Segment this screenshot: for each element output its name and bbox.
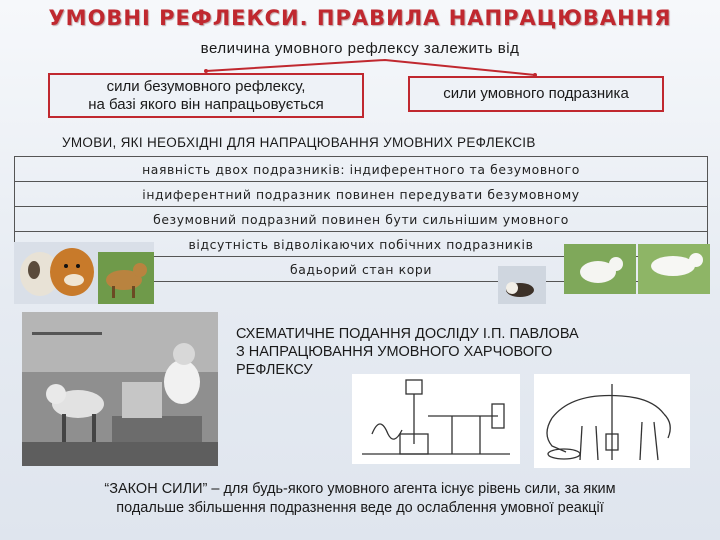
law-line2: подальше збільшення подразнення веде до ослаблення умовної реакції: [116, 500, 604, 516]
condition-cell: індиферентний подразник повинен передувати безумовному: [15, 182, 708, 207]
apparatus-drawing: [352, 374, 520, 464]
dogs-photo-left: [14, 242, 154, 304]
condition-cell: бадьорий стан кори: [15, 257, 708, 282]
factor-conditioned-box: сили умовного подразника: [408, 76, 664, 112]
table-row: [15, 207, 708, 232]
scheme-line2: З НАПРАЦЮВАННЯ УМОВНОГО ХАРЧОВОГО: [236, 344, 553, 360]
dog-drawing: [534, 374, 690, 468]
condition-cell: наявність двох подразників: індиферентного та безумовного: [15, 157, 708, 182]
factor-left-line1: сили безумовного рефлексу,: [106, 78, 306, 95]
factor-unconditioned-box: [48, 73, 364, 118]
condition-cell: відсутність відволікаючих побічних подразників: [15, 232, 708, 257]
lab-photo: [22, 312, 218, 466]
scheme-line3: РЕФЛЕКСУ: [236, 362, 313, 378]
table-row: [15, 157, 708, 182]
condition-cell: безумовний подразний повинен бути сильнішим умовного: [15, 207, 708, 232]
law-line1: “ЗАКОН СИЛИ” – для будь-якого умовного агента існує рівень сили, за яким: [104, 481, 616, 497]
scheme-line1: СХЕМАТИЧНЕ ПОДАННЯ ДОСЛІДУ І.П. ПАВЛОВА: [236, 326, 579, 342]
scheme-caption: [236, 325, 676, 379]
factor-left-line2: на базі якого він напрацьовується: [88, 96, 324, 113]
page-title: УМОВНІ РЕФЛЕКСИ. ПРАВИЛА НАПРАЦЮВАННЯ: [48, 6, 672, 30]
law-of-strength: [14, 480, 706, 518]
table-row: [15, 182, 708, 207]
subtitle: величина умовного рефлексу залежить від: [200, 40, 520, 57]
conditions-header: УМОВИ, ЯКІ НЕОБХІДНІ ДЛЯ НАПРАЦЮВАННЯ УМОВНИХ РЕФЛЕКСІВ: [62, 135, 536, 150]
dogs-photo-right: [498, 244, 710, 304]
